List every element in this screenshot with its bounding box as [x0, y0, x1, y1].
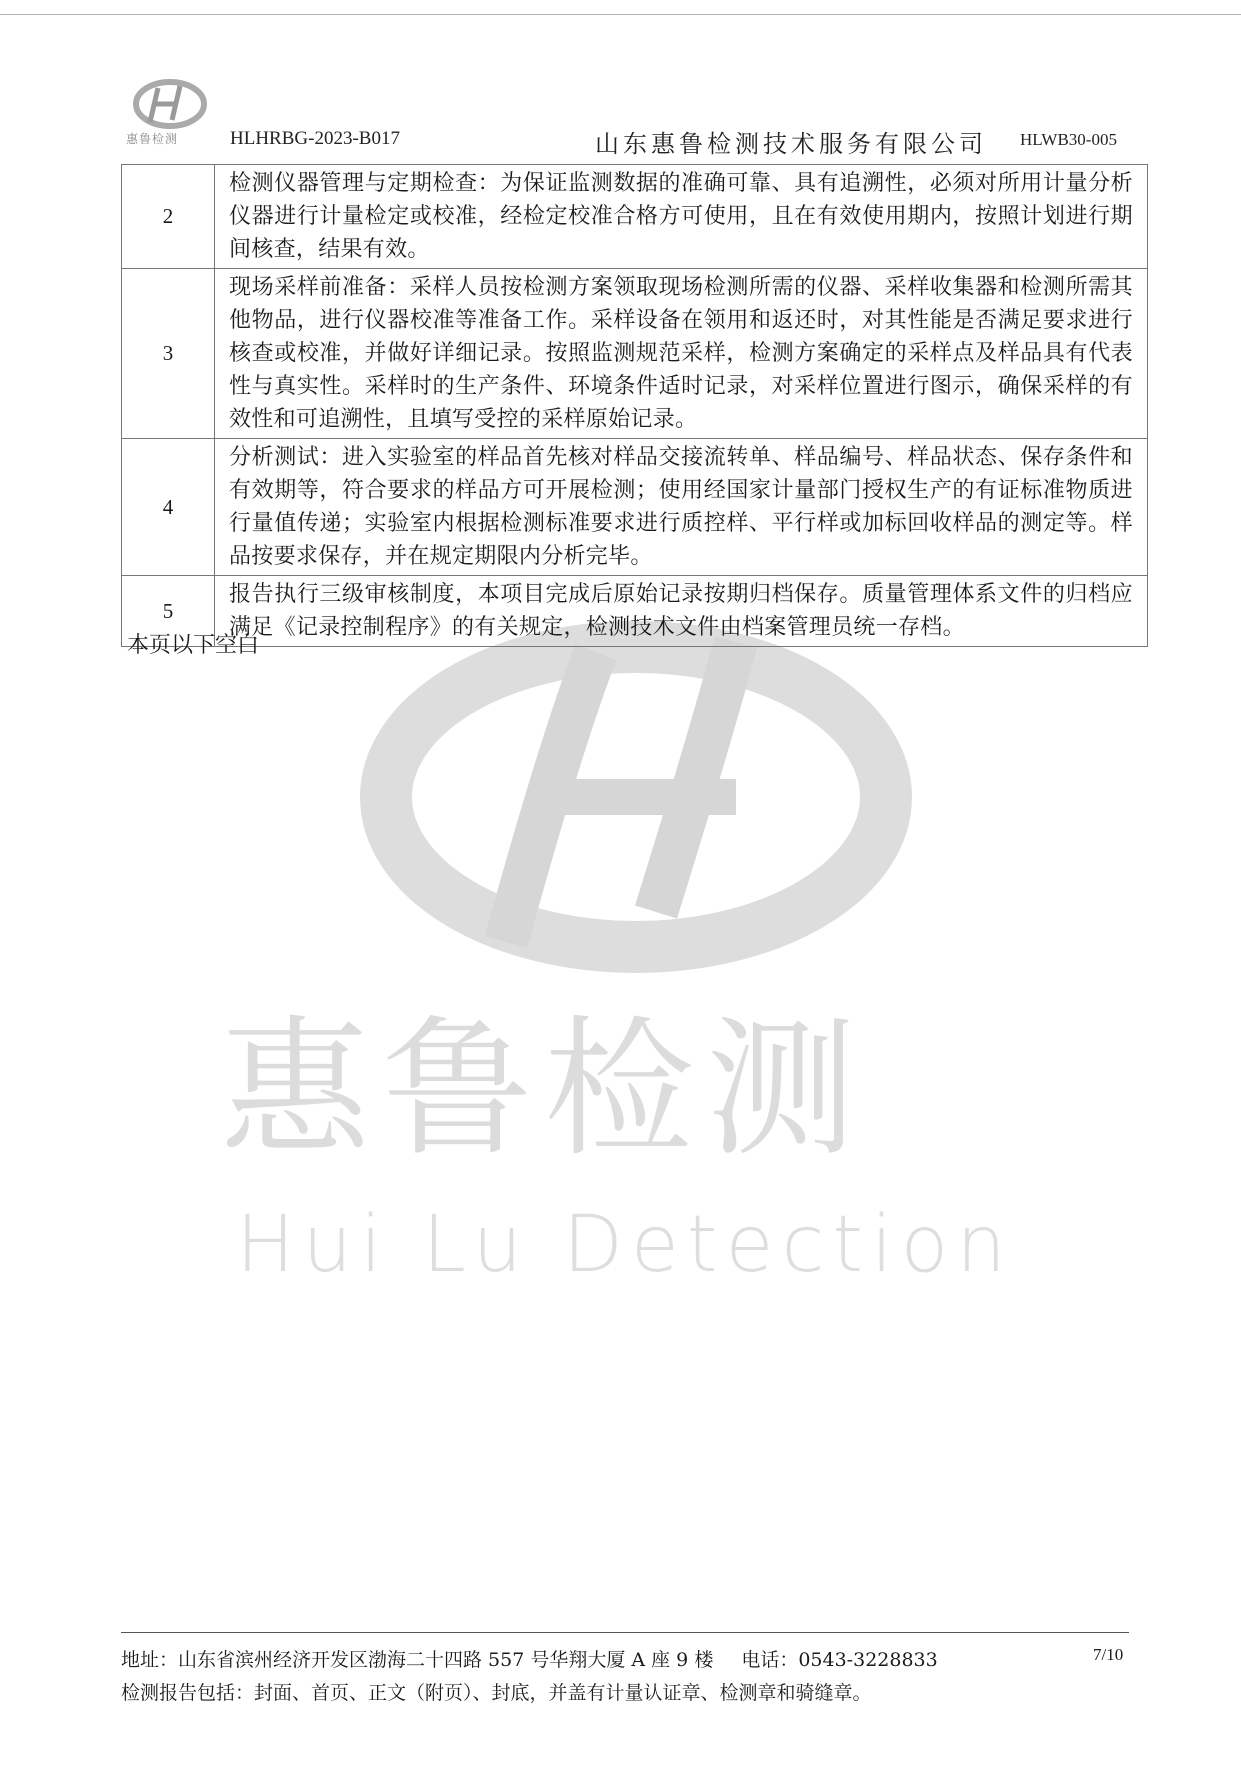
watermark-chinese: 惠鲁检测 [220, 1003, 869, 1177]
report-number: HLHRBG-2023-B017 [230, 128, 400, 149]
footer-address-line [121, 1645, 938, 1672]
logo-text: 惠鲁检测 [126, 132, 179, 146]
row-text: 报告执行三级审核制度，本项目完成后原始记录按期归档保存。质量管理体系文件的归档应满足《记录控制程序》的有关规定，检测技术文件由档案管理员统一存档。 [215, 576, 1148, 647]
table-row [122, 576, 1148, 647]
table-row [122, 439, 1148, 576]
row-number: 4 [122, 439, 215, 576]
blank-below-note: 本页以下空白 [127, 633, 260, 658]
row-number: 5 [122, 576, 215, 647]
top-rule [0, 14, 1241, 15]
row-text: 检测仪器管理与定期检查：为保证监测数据的准确可靠、具有追溯性，必须对所用计量分析仪器进行计量检定或校准，经检定校准合格方可使用，且在有效使用期内，按照计划进行期间核查，结果有效。 [215, 165, 1148, 269]
company-name: 山东惠鲁检测技术服务有限公司 [595, 130, 987, 158]
page-number: 7/10 [1093, 1645, 1124, 1664]
procedure-table [121, 164, 1148, 647]
row-number: 2 [122, 165, 215, 269]
watermark-logo-icon [346, 612, 926, 1002]
footer-includes: 检测报告包括：封面、首页、正文（附页）、封底，并盖有计量认证章、检测章和骑缝章。 [121, 1682, 872, 1704]
watermark-english: Hui Lu Detection [236, 1200, 1014, 1290]
form-number: HLWB30-005 [1020, 130, 1117, 149]
row-text: 现场采样前准备：采样人员按检测方案领取现场检测所需的仪器、采样收集器和检测所需其他物品，进行仪器校准等准备工作。采样设备在领用和返还时，对其性能是否满足要求进行核查或校准，并做好详细记录。按照监测规范采样，检测方案确定的采样点及样品具有代表性与真实性。采样时的生产条件、环境条件适时记录，对采样位置进行图示，确保采样的有效性和可追溯性，且填写受控的采样原始记录。 [215, 269, 1148, 439]
footer-address: 地址：山东省滨州经济开发区渤海二十四路 557 号华翔大厦 A 座 9 楼 [121, 1649, 714, 1671]
table-row [122, 165, 1148, 269]
row-number: 3 [122, 269, 215, 439]
footer-phone: 电话：0543-3228833 [741, 1649, 938, 1671]
footer-rule [121, 1632, 1129, 1633]
table-row [122, 269, 1148, 439]
row-text: 分析测试：进入实验室的样品首先核对样品交接流转单、样品编号、样品状态、保存条件和有效期等，符合要求的样品方可开展检测；使用经国家计量部门授权生产的有证标准物质进行量值传递；实验室内根据检测标准要求进行质控样、平行样或加标回收样品的测定等。样品按要求保存，并在规定期限内分析完毕。 [215, 439, 1148, 576]
